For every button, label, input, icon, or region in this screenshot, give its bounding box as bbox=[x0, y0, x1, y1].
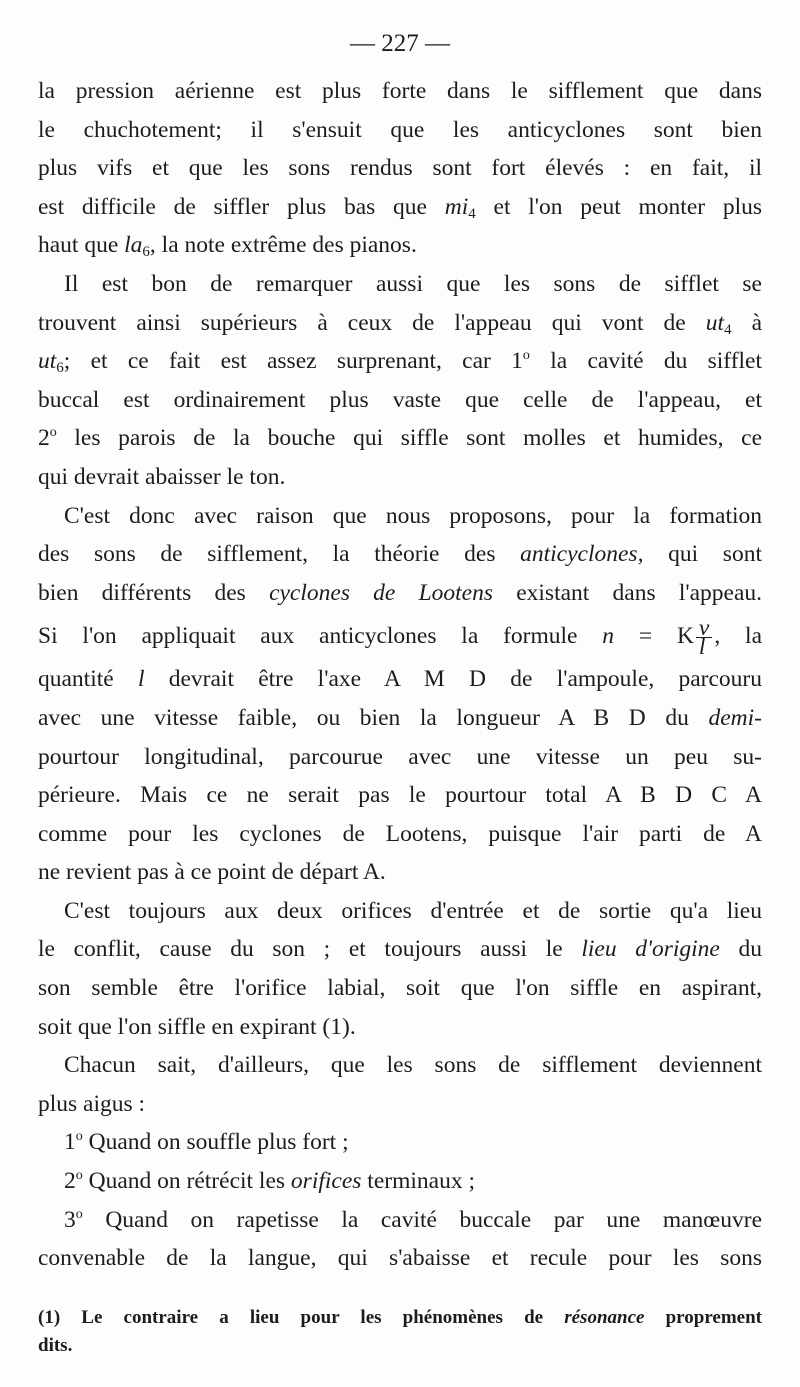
page-number: — 227 — bbox=[350, 30, 450, 57]
text-line: Chacun sait, d'ailleurs, que les sons de sifflement deviennent bbox=[64, 1052, 762, 1079]
footnote bbox=[38, 1304, 762, 1360]
text-line: plus aigus : bbox=[38, 1090, 146, 1117]
body-text bbox=[38, 72, 762, 1278]
text-line: pourtour longitudinal, parcourue avec une vitesse un peu su- bbox=[38, 743, 762, 770]
list-item: 3$^o$ Quand on rapetisse la cavité buccale par une manœuvre bbox=[64, 1206, 763, 1233]
text-line: comme pour les cyclones de Lootens, puisque l'air parti de A bbox=[38, 820, 762, 847]
fraction: $\frac{v}{l}$ bbox=[696, 619, 712, 656]
text-line: est difficile de siffler plus bas que $mi_4$ et l'on peut monter plus bbox=[38, 193, 763, 222]
text-line: $ut_6$; et ce fait est assez surprenant, car 1$^o$ la cavité du sifflet bbox=[38, 348, 763, 377]
text-line: plus vifs et que les sons rendus sont fort élevés : en fait, il bbox=[38, 155, 762, 182]
text-line: avec une vitesse faible, ou bien la longueur A B D du demi- bbox=[38, 704, 763, 731]
list-item: 1$^o$ Quand on souffle plus fort ; bbox=[64, 1129, 349, 1156]
text-line: le chuchotement; il s'ensuit que les anticyclones sont bien bbox=[38, 116, 762, 143]
text-line: son semble être l'orifice labial, soit que l'on siffle en aspirant, bbox=[38, 975, 762, 1002]
text-line: Si l'on appliquait aux anticyclones la formule n = K $\frac{v}{l}$ , la bbox=[38, 615, 763, 661]
text-line: bien différents des cyclones de Lootens existant dans l'appeau. bbox=[38, 579, 762, 606]
footnote-line: (1) Le contraire a lieu pour les phénomènes de résonance proprement bbox=[38, 1307, 763, 1328]
text-line: ne revient pas à ce point de départ A. bbox=[38, 859, 386, 886]
text-line: convenable de la langue, qui s'abaisse et recule pour les sons bbox=[38, 1245, 762, 1272]
text-line: Il est bon de remarquer aussi que les sons de sifflet se bbox=[64, 270, 762, 297]
text-line: qui devrait abaisser le ton. bbox=[38, 463, 286, 490]
text-line: la pression aérienne est plus forte dans le sifflement que dans bbox=[38, 78, 762, 104]
text-line: le conflit, cause du son ; et toujours aussi le lieu d'origine du bbox=[38, 936, 762, 963]
list-item: 2$^o$ Quand on rétrécit les orifices terminaux ; bbox=[64, 1168, 475, 1195]
text-line: C'est toujours aux deux orifices d'entrée et de sortie qu'a lieu bbox=[64, 897, 762, 924]
text-line: 2$^o$ les parois de la bouche qui siffle sont molles et humides, ce bbox=[38, 425, 763, 452]
text-line: buccal est ordinairement plus vaste que celle de l'appeau, et bbox=[38, 386, 762, 413]
text-line: périeure. Mais ce ne serait pas le pourtour total A B D C A bbox=[38, 782, 762, 809]
text-line: soit que l'on siffle en expirant (1). bbox=[38, 1013, 356, 1040]
text-line: quantité l devrait être l'axe A M D de l'ampoule, parcouru bbox=[38, 666, 763, 693]
text-line: haut que $la_6$, la note extrême des pianos. bbox=[38, 232, 417, 261]
footnote-line: dits. bbox=[38, 1335, 73, 1356]
text-line: trouvent ainsi supérieurs à ceux de l'appeau qui vont de $ut_4$ à bbox=[38, 309, 763, 338]
text-line: des sons de sifflement, la théorie des anticyclones, qui sont bbox=[38, 541, 762, 568]
text-line: C'est donc avec raison que nous proposons, pour la formation bbox=[64, 502, 762, 529]
